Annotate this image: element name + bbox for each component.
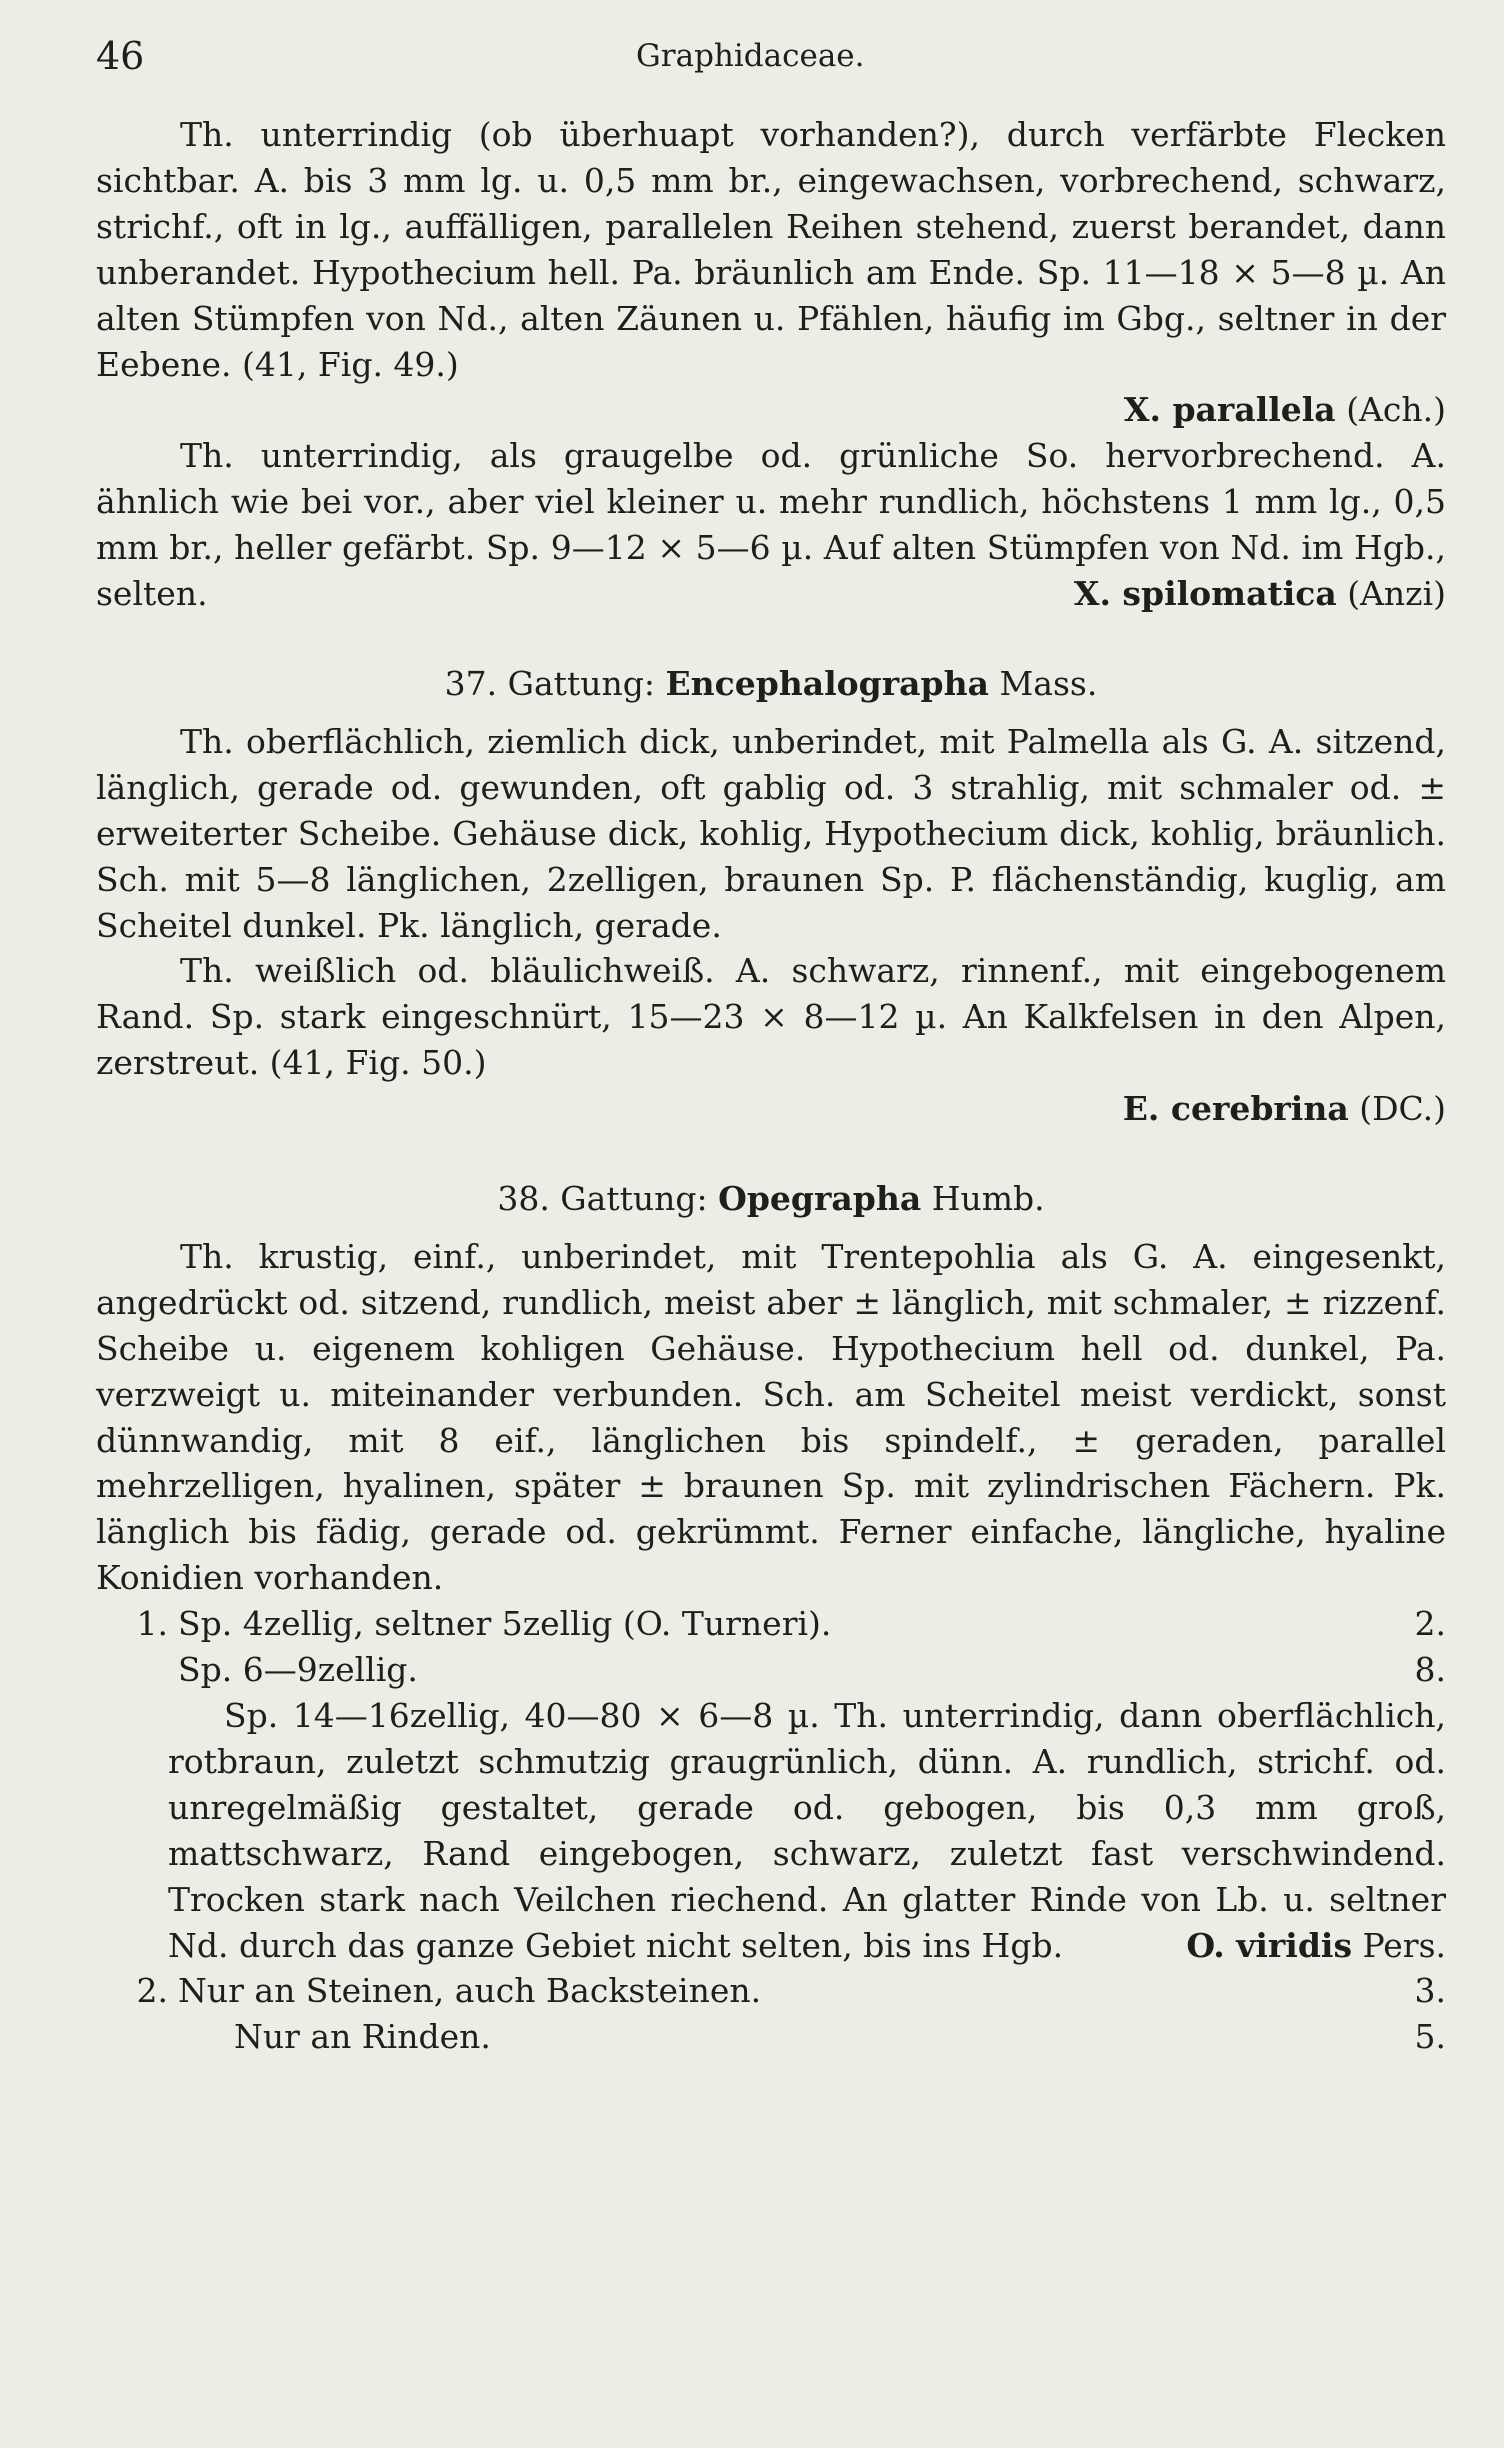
species-name: O. viridis [1186, 1925, 1353, 1965]
genus-name: Encephalographa [665, 663, 989, 703]
key-text: Nur an Steinen, auch Backsteinen. [178, 1971, 762, 2011]
genus-heading-38: 38. Gattung: Opegrapha Humb. [497, 1179, 1045, 1219]
paragraph-text: Th. oberflächlich, ziemlich dick, unberindet, mit Palmella als G. A. sitzend, länglich, gerade od. gewunden, oft gablig od. 3 strahlig, mit schmaler od. ± erweiterter Scheibe. Gehäuse dick, kohlig, Hypothecium dick, kohlig, bräunlich. Sch. mit 5—8 länglichen, 2zelligen, braunen Sp. P. flächenständig, kuglig, am Scheitel dunkel. Pk. länglich, gerade. [96, 721, 1446, 945]
genus-heading-37: 37. Gattung: Encephalographa Mass. [444, 663, 1098, 703]
species-author: (DC.) [1359, 1089, 1446, 1129]
paragraph-xylographa-parallela [96, 112, 1446, 387]
species-line [96, 387, 1446, 433]
species-name: E. cerebrina [1122, 1089, 1349, 1129]
key-entry-1c [168, 1693, 1446, 1968]
key-text: Sp. 4zellig, seltner 5zellig (O. Turneri). [178, 1604, 832, 1644]
paragraph-opegrapha-description [96, 1234, 1446, 1601]
key-entry-1b [96, 1647, 1446, 1693]
species-name: X. spilomatica [1073, 574, 1337, 614]
genus-author: Mass. [999, 663, 1098, 703]
species-name: X. parallela [1123, 390, 1336, 430]
paragraph-text: Th. unterrindig (ob überhuapt vorhanden?), durch verfärbte Flecken sichtbar. A. bis 3 mm lg. u. 0,5 mm br., eingewachsen, vorbrechend, schwarz, strichf., oft in lg., auffälligen, parallelen Reihen stehend, zuerst berandet, dann unberandet. Hypothecium hell. Pa. bräunlich am Ende. Sp. 11—18 × 5—8 µ. An alten Stümpfen von Nd., alten Zäunen u. Pfählen, häufig im Gbg., seltner in der Eebene. (41, Fig. 49.) [96, 115, 1446, 384]
page-number: 46 [96, 34, 145, 78]
paragraph-encephalographa-description [96, 719, 1446, 949]
key-text: Nur an Rinden. [234, 2017, 491, 2057]
key-target: 5. [1414, 2017, 1446, 2057]
paragraph-encephalographa-cerebrina [96, 948, 1446, 1086]
key-number: 1. [136, 1604, 168, 1644]
key-text: Sp. 6—9zellig. [178, 1650, 418, 1690]
key-target: 8. [1414, 1650, 1446, 1690]
key-entry-2b [96, 2014, 1446, 2060]
key-number: 2. [136, 1971, 168, 2011]
paragraph-text: Th. krustig, einf., unberindet, mit Trentepohlia als G. A. eingesenkt, angedrückt od. sitzend, rundlich, meist aber ± länglich, mit schmaler, ± rizzenf. Scheibe u. eigenem kohligen Gehäuse. Hypothecium hell od. dunkel, Pa. verzweigt u. miteinander verbunden. Sch. am Scheitel meist verdickt, sonst dünnwandig, mit 8 eif., länglichen bis spindelf., ± geraden, parallel mehrzelligen, hyalinen, später ± braunen Sp. mit zylindrischen Fächern. Pk. länglich bis fädig, gerade od. gekrümmt. Ferner einfache, längliche, hyaline Konidien vorhanden. [96, 1236, 1446, 1598]
key-text: Sp. 14—16zellig, 40—80 × 6—8 µ. Th. unterrindig, dann oberflächlich, rotbraun, zuletzt schmutzig graugrünlich, dünn. A. rundlich, strichf. od. unregelmäßig gestaltet, gerade od. gebogen, bis 0,3 mm groß, mattschwarz, Rand eingebogen, schwarz, zuletzt fast verschwindend. Trocken stark nach Veilchen riechend. An glatter Rinde von Lb. u. seltner Nd. durch das ganze Gebiet nicht selten, bis ins Hgb. [168, 1696, 1446, 1965]
species-author: (Anzi) [1347, 574, 1446, 614]
species-author: Pers. [1362, 1925, 1446, 1965]
paragraph-text: Th. unterrindig, als graugelbe od. grünliche So. hervorbrechend. A. ähnlich wie bei vor., aber viel kleiner u. mehr rundlich, höchstens 1 mm lg., 0,5 mm br., heller gefärbt. Sp. 9—12 × 5—6 µ. Auf alten Stümpfen von Nd. im Hgb., selten. [96, 436, 1446, 614]
paragraph-xylographa-spilomatica [96, 433, 1446, 617]
key-entry-1a [96, 1601, 1446, 1647]
key-target: 2. [1414, 1604, 1446, 1644]
species-line [96, 1086, 1446, 1132]
species-author: (Ach.) [1346, 390, 1446, 430]
key-target: 3. [1414, 1971, 1446, 2011]
paragraph-text: Th. weißlich od. bläulichweiß. A. schwarz, rinnenf., mit eingebogenem Rand. Sp. stark eingeschnürt, 15—23 × 8—12 µ. An Kalkfelsen in den Alpen, zerstreut. (41, Fig. 50.) [96, 951, 1446, 1083]
genus-author: Humb. [931, 1179, 1045, 1219]
page-body [96, 112, 1446, 2060]
page-header [96, 34, 1444, 84]
running-head: Graphidaceae. [636, 38, 865, 74]
key-entry-2a [96, 1968, 1446, 2014]
genus-name: Opegrapha [718, 1179, 922, 1219]
